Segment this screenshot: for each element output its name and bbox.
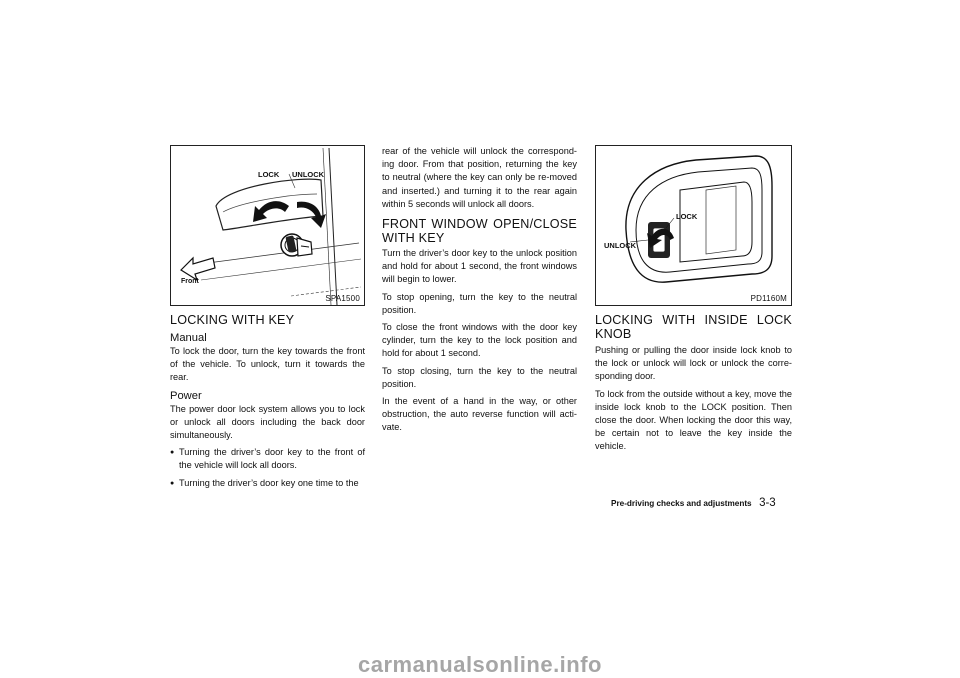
section-heading: LOCKING WITH INSIDE LOCK KNOB bbox=[595, 313, 792, 341]
lock-knob-figure bbox=[595, 145, 792, 306]
bullet-icon: ● bbox=[170, 479, 175, 487]
key-lock-figure bbox=[170, 145, 365, 306]
bullet-item: ● Turning the driver’s door key to the front of the vehicle will lock all doors. bbox=[170, 447, 365, 471]
page-number: 3-3 bbox=[759, 497, 776, 509]
paragraph: In the event of a hand in the way, or other obstruction, the auto reverse function will acti-vate. bbox=[382, 396, 577, 433]
unlock-callout: UNLOCK bbox=[292, 170, 325, 179]
lock-callout: LOCK bbox=[676, 212, 698, 221]
page-footer bbox=[611, 493, 776, 511]
figure-code: PD1160M bbox=[750, 294, 787, 303]
manual-paragraph: To lock the door, turn the key towards the front of the vehicle. To unlock, turn it towards the rear. bbox=[170, 346, 365, 383]
section-title: Pre-driving checks and adjustments bbox=[611, 499, 752, 508]
lock-callout: LOCK bbox=[258, 170, 280, 179]
subheading-manual: Manual bbox=[170, 332, 207, 344]
figure-code: SPA1500 bbox=[325, 294, 360, 303]
lock-knob-illustration bbox=[596, 146, 793, 307]
subheading-power: Power bbox=[170, 389, 202, 402]
paragraph: To stop closing, turn the key to the neutral position. bbox=[382, 365, 577, 389]
watermark: carmanualsonline.info bbox=[358, 652, 602, 677]
paragraph: To lock from the outside without a key, move the inside lock knob to the LOCK position. Then close the door. When locking the door this way, be certain not to leave the key inside the vehicle. bbox=[595, 388, 792, 452]
paragraph: Pushing or pulling the door inside lock knob to the lock or unlock will lock or unlock the corre-sponding door. bbox=[595, 345, 792, 382]
section-heading: LOCKING WITH KEY bbox=[170, 313, 295, 327]
column-2 bbox=[382, 145, 577, 439]
paragraph: To close the front windows with the door key cylinder, turn the key to the lock position and hold for about 1 second. bbox=[382, 322, 577, 359]
bullet-icon: ● bbox=[170, 449, 175, 457]
section-heading: FRONT WINDOW OPEN/CLOSE WITH KEY bbox=[382, 217, 577, 246]
continued-paragraph: rear of the vehicle will unlock the correspond-ing door. From that position, returning the key to neutral (where the key can only be re-moved and inserted.) and turning it to the rear again within 5 seconds will unlock all doors. bbox=[382, 146, 577, 209]
column-1 bbox=[170, 313, 365, 494]
column-3 bbox=[595, 313, 792, 458]
bullet-item: ● Turning the driver’s door key one time to the bbox=[170, 477, 359, 488]
front-callout: Front bbox=[181, 278, 199, 285]
paragraph: To stop opening, turn the key to the neutral position. bbox=[382, 291, 577, 315]
unlock-callout: UNLOCK bbox=[604, 241, 637, 250]
paragraph: Turn the driver’s door key to the unlock position and hold for about 1 second, the front windows will begin to lower. bbox=[382, 248, 577, 285]
power-paragraph: The power door lock system allows you to lock or unlock all doors including the back door simultaneously. bbox=[170, 403, 365, 441]
